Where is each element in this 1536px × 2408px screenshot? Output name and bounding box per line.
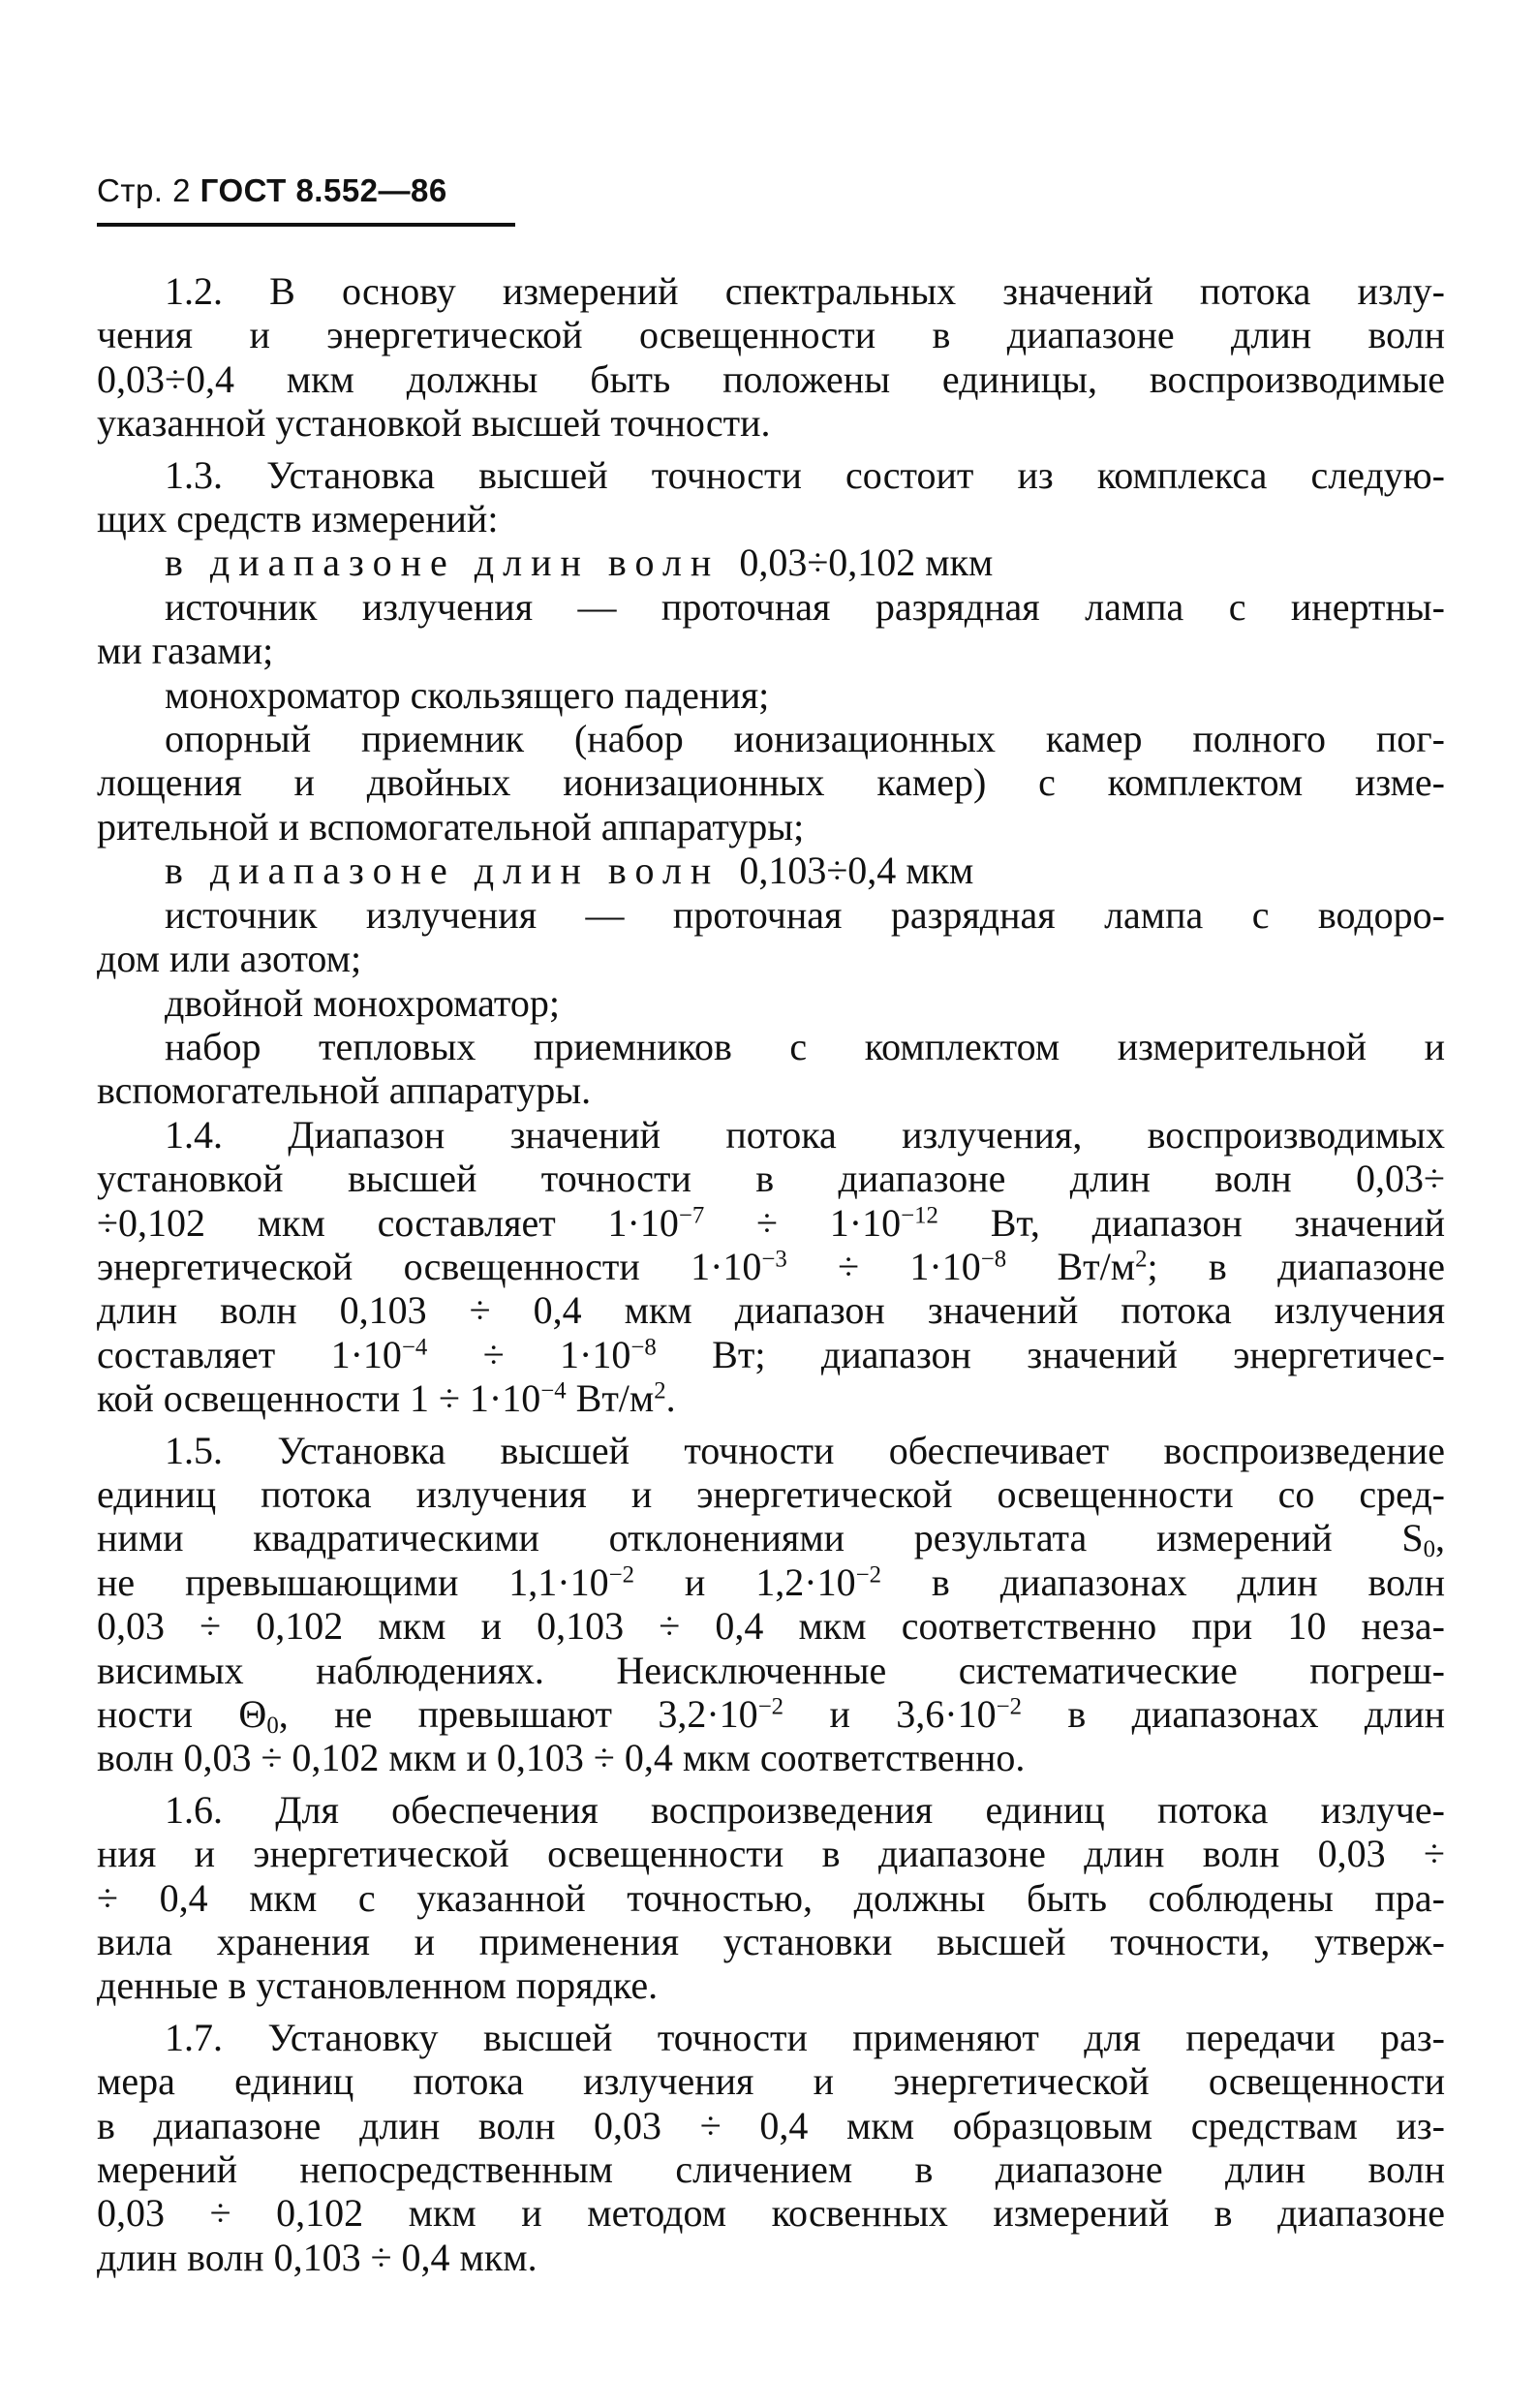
text-line: 1.4. Диапазон значений потока излучения, воспроизводимых [165, 1112, 1445, 1157]
exponent: −8 [630, 1334, 657, 1361]
text-run: ; в диапазоне [1147, 1244, 1445, 1288]
text-run: ними квадратическими отклонениями результата измерений S [97, 1516, 1424, 1560]
text-run: Вт/м [566, 1376, 655, 1421]
text-run: ности Θ [97, 1692, 267, 1736]
range-value: 0,03÷0,102 мкм [739, 540, 994, 585]
exponent: 2 [654, 1377, 666, 1405]
range-heading-2 [97, 849, 1445, 892]
standard-number: ГОСТ 8.552—86 [200, 172, 447, 208]
text-run: , [1435, 1516, 1445, 1560]
text-line: вила хранения и применения установки высшей точности, утверж- [97, 1920, 1445, 1964]
text-line: дом или азотом; [97, 937, 362, 981]
header-rule [97, 223, 515, 227]
text-run: ÷0,102 мкм составляет 1·10 [97, 1200, 679, 1245]
text-line: длин волн 0,103 ÷ 0,4 мкм диапазон значений потока излучения [97, 1288, 1445, 1333]
text-line [97, 1376, 1445, 1420]
text-run: , не превышают 3,2·10 [278, 1692, 758, 1736]
text-line: 0,03 ÷ 0,102 мкм и методом косвенных измерений в диапазоне [97, 2191, 1445, 2236]
text-line: монохроматор скользящего падения; [165, 672, 770, 717]
text-run: и 3,6·10 [783, 1692, 997, 1736]
text-run: не превышающими 1,1·10 [97, 1559, 609, 1604]
text-line: 0,03÷0,4 мкм должны быть положены единицы, воспроизводимые [97, 356, 1445, 401]
text-run: и 1,2·10 [634, 1559, 856, 1604]
text-line: вспомогательной аппаратуры. [97, 1068, 592, 1113]
text-run: Вт/м [1006, 1244, 1136, 1288]
text-line: мерений непосредственным сличением в диапазоне длин волн [97, 2147, 1445, 2192]
text-line: единиц потока излучения и энергетической освещенности со сред- [97, 1471, 1445, 1516]
text-line: 1.6. Для обеспечения воспроизведения единиц потока излуче- [165, 1787, 1445, 1832]
exponent: −12 [901, 1201, 938, 1228]
text-line: 1.7. Установку высшей точности применяют для передачи раз- [165, 2015, 1445, 2059]
text-line: ми газами; [97, 629, 274, 673]
text-line: мера единиц потока излучения и энергетической освещенности [97, 2059, 1445, 2104]
text-line: указанной установкой высшей точности. [97, 401, 771, 446]
text-line: чения и энергетической освещенности в диапазоне длин волн [97, 313, 1445, 357]
text-line: ÷ 0,4 мкм с указанной точностью, должны быть соблюдены пра- [97, 1875, 1445, 1920]
text-line: 0,03 ÷ 0,102 мкм и 0,103 ÷ 0,4 мкм соответственно при 10 неза- [97, 1604, 1445, 1649]
text-run: энергетической освещенности 1·10 [97, 1244, 762, 1288]
text-run: . [665, 1376, 676, 1421]
subscript: 0 [1423, 1536, 1435, 1563]
exponent: −3 [761, 1246, 787, 1273]
text-line: 1.2. В основу измерений спектральных значений потока излу- [165, 269, 1445, 313]
paragraph-1-4 [97, 1113, 1445, 1421]
text-run: ÷ 1·10 [704, 1200, 902, 1245]
subscript: 0 [266, 1713, 279, 1740]
text-line: 1.3. Установка высшей точности состоит из комплекса следую- [165, 452, 1445, 497]
text-line: волн 0,03 ÷ 0,102 мкм и 0,103 ÷ 0,4 мкм соответственно. [97, 1736, 1026, 1780]
exponent: −2 [608, 1561, 634, 1589]
text-line [97, 1201, 1445, 1245]
text-line: источник излучения — проточная разрядная лампа с инертны- [165, 584, 1445, 629]
text-line: опорный приемник (набор ионизационных камер полного пог- [165, 717, 1445, 761]
text-line: рительной и вспомогательной аппаратуры; [97, 804, 805, 849]
paragraph-1-7 [97, 2016, 1445, 2279]
text-line: длин волн 0,103 ÷ 0,4 мкм. [97, 2235, 538, 2279]
text-line: ния и энергетической освещенности в диапазоне длин волн 0,03 ÷ [97, 1832, 1445, 1876]
text-run: составляет 1·10 [97, 1332, 402, 1376]
range-label: в диапазоне длин волн [165, 540, 721, 585]
text-line [97, 1560, 1445, 1604]
text-run: Вт, диапазон значений [937, 1200, 1446, 1245]
text-run: в диапазонах длин волн [880, 1559, 1445, 1604]
document-body [97, 269, 1445, 2279]
text-line: щих средств измерений: [97, 497, 499, 541]
exponent: −2 [996, 1693, 1022, 1720]
text-line: в диапазоне длин волн 0,03 ÷ 0,4 мкм образцовым средствам из- [97, 2103, 1445, 2147]
paragraph-1-3 [97, 453, 1445, 1113]
exponent: −4 [540, 1377, 567, 1405]
page-header [97, 172, 447, 209]
exponent: −7 [678, 1201, 705, 1228]
range-label: в диапазоне длин волн [165, 849, 721, 893]
text-line: висимых наблюдениях. Неисключенные систематические погреш- [97, 1648, 1445, 1692]
exponent: −2 [855, 1561, 881, 1589]
exponent: −4 [401, 1334, 428, 1361]
text-line [97, 1692, 1446, 1740]
text-line [97, 1516, 1445, 1563]
text-line: 1.5. Установка высшей точности обеспечивает воспроизведение [165, 1428, 1445, 1472]
paragraph-1-5 [97, 1429, 1445, 1780]
text-line: набор тепловых приемников с комплектом измерительной и [165, 1024, 1445, 1068]
paragraph-1-2 [97, 269, 1445, 446]
text-run: ÷ 1·10 [427, 1332, 631, 1376]
page-label: Стр. 2 [97, 172, 191, 208]
exponent: 2 [1135, 1246, 1148, 1273]
range-value: 0,103÷0,4 мкм [739, 849, 974, 893]
text-run: кой освещенности 1 ÷ 1·10 [97, 1376, 541, 1421]
text-run: в диапазонах длин [1021, 1692, 1446, 1736]
text-line: источник излучения — проточная разрядная лампа с водоро- [165, 892, 1445, 937]
text-line: лощения и двойных ионизационных камер) с комплектом изме- [97, 760, 1445, 805]
text-line: денные в установленном порядке. [97, 1963, 659, 2008]
text-line: установкой высшей точности в диапазоне длин волн 0,03÷ [97, 1157, 1445, 1201]
text-line [97, 1245, 1445, 1288]
exponent: −2 [757, 1693, 784, 1720]
exponent: −8 [980, 1246, 1007, 1273]
text-line: двойной монохроматор; [165, 980, 560, 1025]
range-heading-1 [97, 540, 1445, 584]
text-run: ÷ 1·10 [786, 1244, 981, 1288]
paragraph-1-6 [97, 1788, 1445, 2008]
text-line [97, 1333, 1445, 1376]
text-run: Вт; диапазон значений энергетичес- [656, 1332, 1445, 1376]
